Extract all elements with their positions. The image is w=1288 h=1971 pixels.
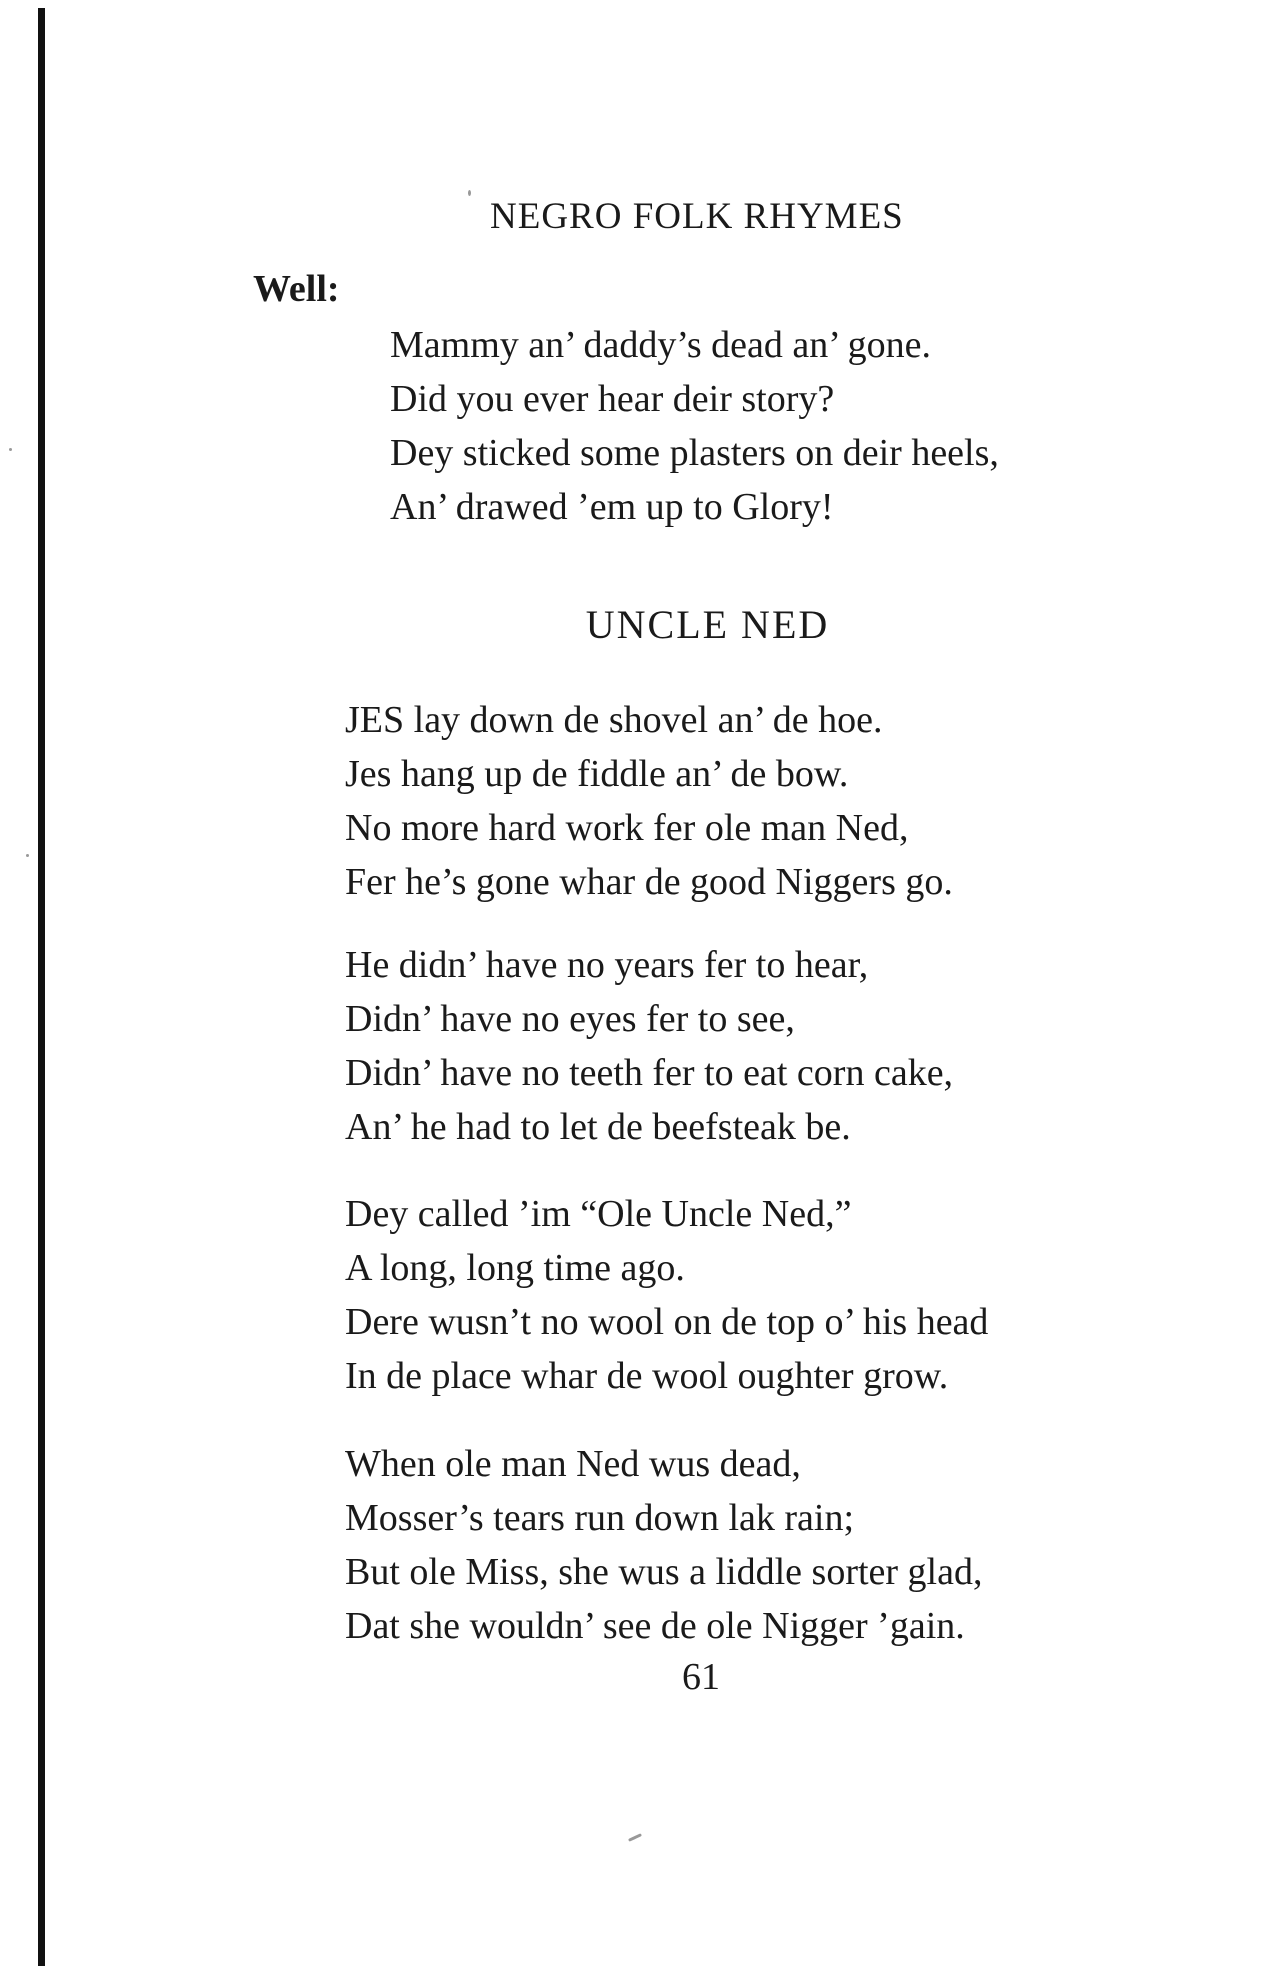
verse-line: Jes hang up de fiddle an’ de bow. bbox=[345, 753, 849, 795]
page-number: 61 bbox=[682, 1656, 720, 1698]
stanza-4 bbox=[345, 1437, 982, 1653]
verse-line: Dere wusn’t no wool on de top o’ his head bbox=[345, 1301, 989, 1343]
verse-line: Mosser’s tears run down lak rain; bbox=[345, 1497, 855, 1539]
poem-title: UNCLE NED bbox=[585, 602, 830, 647]
verse-line: Dey sticked some plasters on deir heels, bbox=[390, 432, 999, 474]
verse-line: Did you ever hear deir story? bbox=[390, 378, 835, 420]
verse-line: Didn’ have no eyes fer to see, bbox=[345, 998, 795, 1040]
stanza-3 bbox=[345, 1187, 988, 1403]
verse-line: Dey called ’im “Ole Uncle Ned,” bbox=[345, 1193, 852, 1235]
verse-line: Fer he’s gone whar de good Niggers go. bbox=[345, 861, 953, 903]
scan-speck bbox=[468, 190, 471, 196]
verse-line: An’ he had to let de beefsteak be. bbox=[345, 1106, 851, 1148]
verse-line: Didn’ have no teeth fer to eat corn cake, bbox=[345, 1052, 954, 1094]
verse-line: He didn’ have no years fer to hear, bbox=[345, 944, 869, 986]
verse-line: Mammy an’ daddy’s dead an’ gone. bbox=[390, 324, 931, 366]
speaker-label: Well: bbox=[253, 268, 340, 310]
stanza-2 bbox=[345, 938, 953, 1154]
running-head: NEGRO FOLK RHYMES bbox=[490, 196, 904, 237]
scan-speck bbox=[9, 448, 12, 451]
verse-line: No more hard work fer ole man Ned, bbox=[345, 807, 909, 849]
intro-stanza bbox=[390, 318, 999, 534]
page-binding-edge bbox=[38, 8, 45, 1966]
verse-line: Dat she wouldn’ see de ole Nigger ’gain. bbox=[345, 1605, 965, 1647]
verse-line: When ole man Ned wus dead, bbox=[345, 1443, 801, 1485]
scan-speck bbox=[628, 1833, 642, 1842]
verse-line: JES lay down de shovel an’ de hoe. bbox=[345, 699, 883, 741]
verse-line: An’ drawed ’em up to Glory! bbox=[390, 486, 834, 528]
verse-line: But ole Miss, she wus a liddle sorter glad, bbox=[345, 1551, 983, 1593]
verse-line: A long, long time ago. bbox=[345, 1247, 685, 1289]
stanza-1 bbox=[345, 693, 953, 909]
verse-line: In de place whar de wool oughter grow. bbox=[345, 1355, 949, 1397]
scan-speck bbox=[26, 854, 29, 857]
